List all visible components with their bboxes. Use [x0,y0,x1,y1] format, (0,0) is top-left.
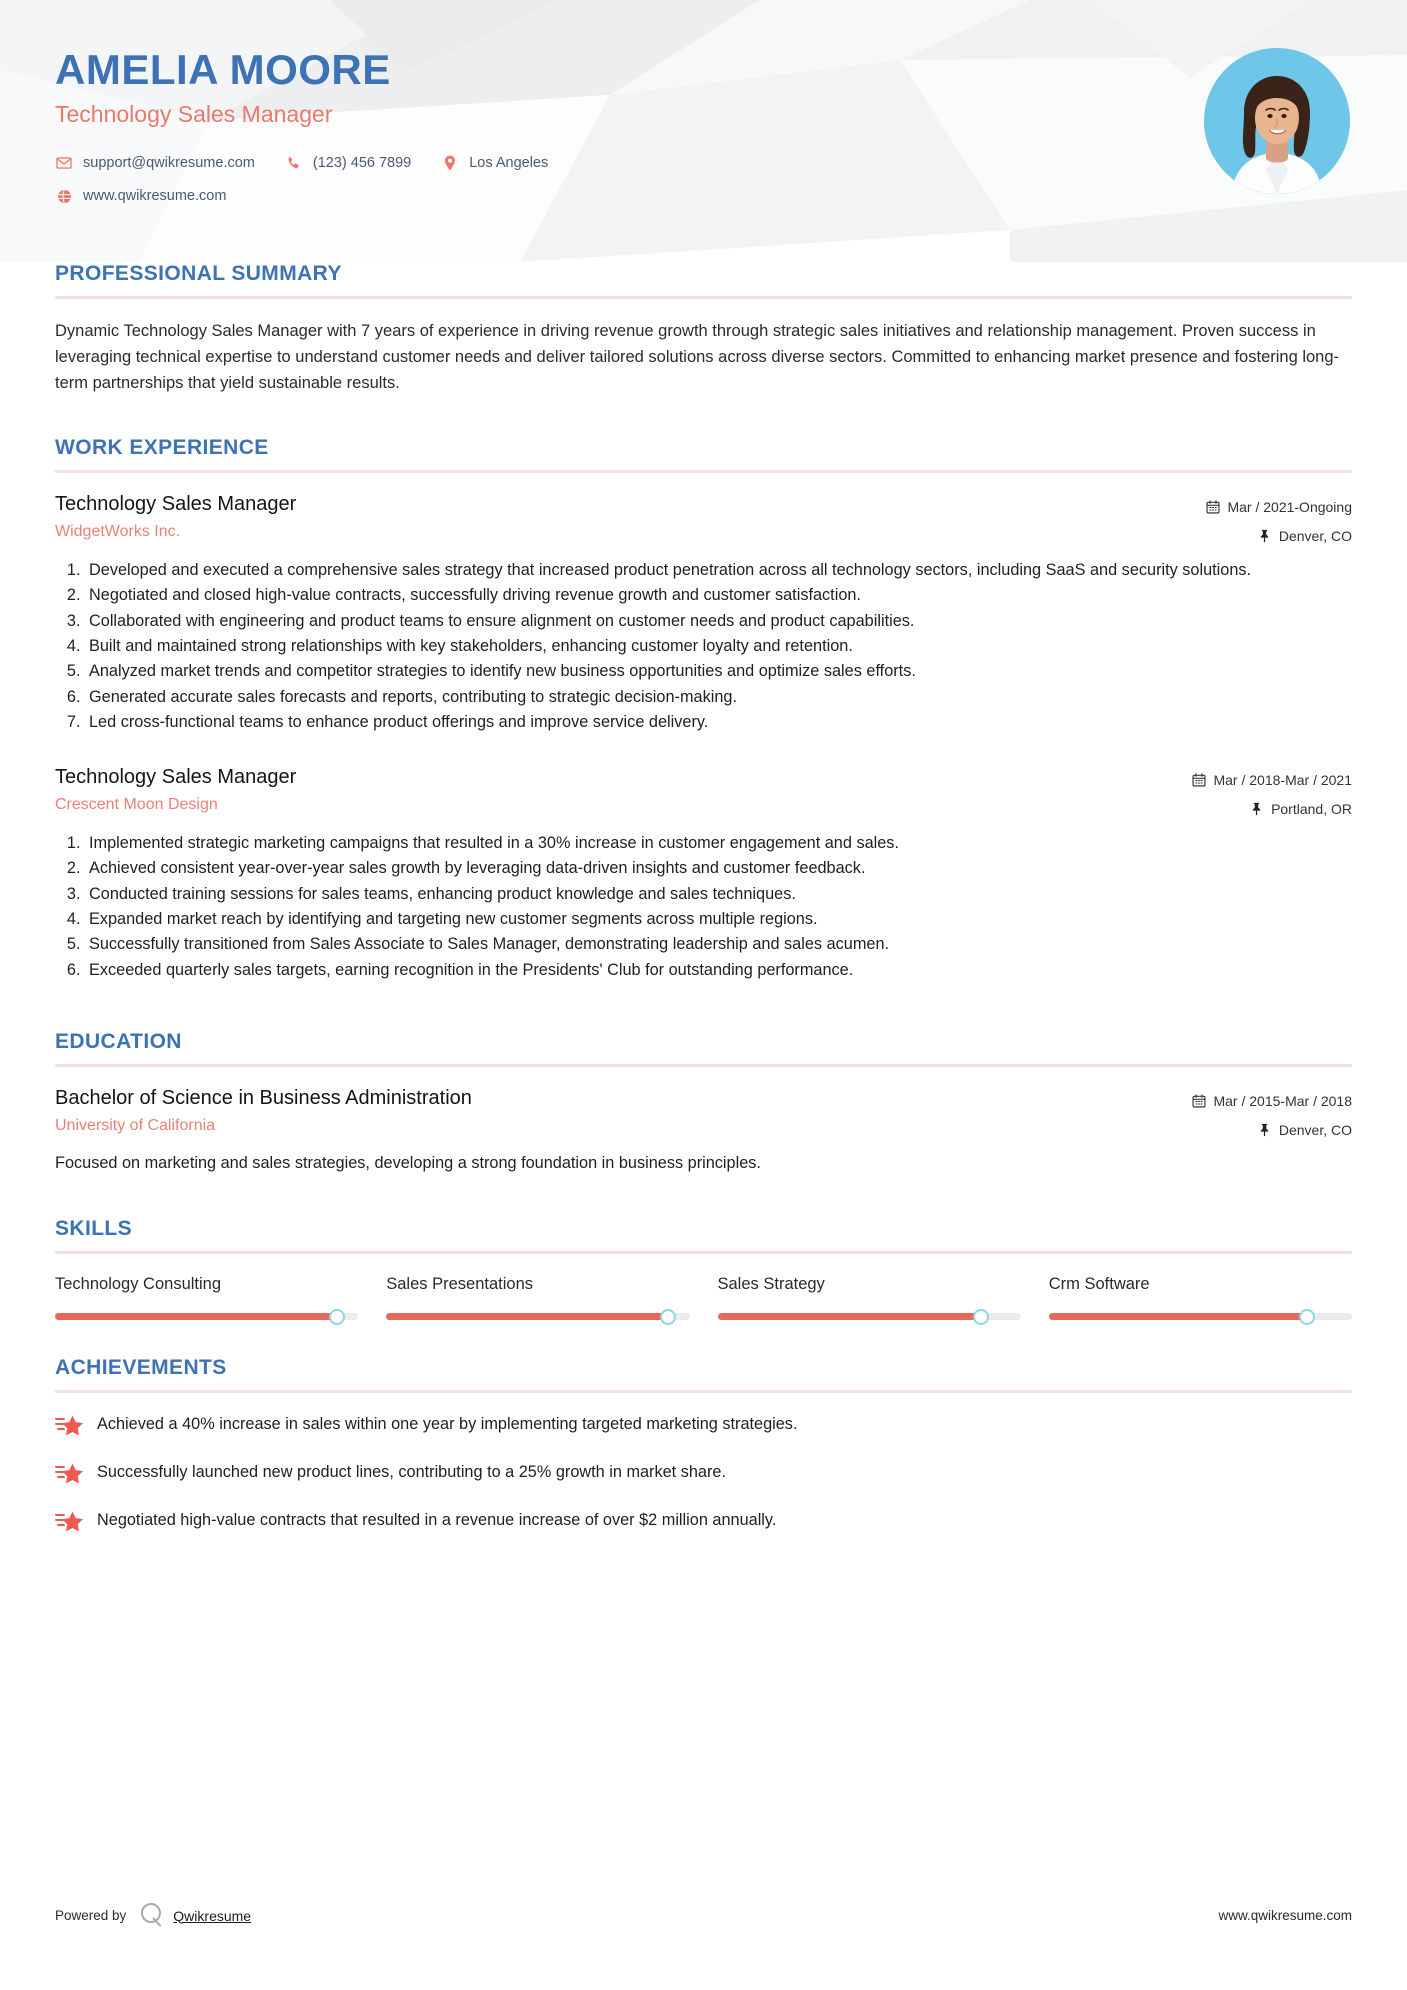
work-date-text: Mar / 2021-Ongoing [1227,499,1352,516]
section-professional-summary [55,262,1352,396]
work-bullet: 3. Collaborated with engineering and product teams to ensure alignment on customer needs and product capabilities. [85,609,1352,633]
work-date-line [1205,499,1352,515]
achievement-item [55,1413,1352,1438]
education-entry-meta [1191,1087,1352,1138]
qwikresume-logo-icon [140,1901,164,1930]
work-bullet: 6. Generated accurate sales forecasts and reports, contributing to strategic decision-making. [85,685,1352,709]
work-bullet: 3. Conducted training sessions for sales teams, enhancing product knowledge and sales techniques. [85,882,1352,906]
section-title-work: WORK EXPERIENCE [55,436,269,460]
work-bullet: 7. Led cross-functional teams to enhance product offerings and improve service delivery. [85,710,1352,734]
skill-progress-track[interactable] [718,1313,1021,1320]
map-pin-icon [441,154,459,172]
education-description: Focused on marketing and sales strategies, developing a strong foundation in business principles. [55,1153,761,1172]
achievement-item [55,1461,1352,1486]
work-company-name: Crescent Moon Design [55,796,218,814]
work-job-title: Technology Sales Manager [55,766,297,789]
skill-progress-knob[interactable] [660,1309,676,1325]
contact-email[interactable] [55,154,255,172]
section-divider [55,296,1352,299]
job-role-subtitle: Technology Sales Manager [55,101,333,128]
contact-website-text: www.qwikresume.com [83,188,227,205]
section-divider [55,470,1352,473]
calendar-icon [1191,773,1206,788]
skill-item [1049,1275,1352,1320]
section-title-achievements: ACHIEVEMENTS [55,1356,227,1380]
education-date-line [1191,1093,1352,1109]
section-divider [55,1390,1352,1393]
work-entry [55,493,1352,734]
work-bullet: 2. Negotiated and closed high-value contracts, successfully driving revenue growth and customer satisfaction. [85,583,1352,607]
skill-progress-track[interactable] [386,1313,689,1320]
skill-progress-fill [386,1313,668,1320]
section-achievements [55,1356,1352,1534]
work-location-line [1205,528,1352,544]
education-date-text: Mar / 2015-Mar / 2018 [1213,1092,1352,1109]
contact-email-text: support@qwikresume.com [83,155,255,172]
section-title-summary: PROFESSIONAL SUMMARY [55,262,342,285]
work-date-text: Mar / 2018-Mar / 2021 [1213,772,1352,789]
work-location-line [1191,801,1352,817]
pushpin-icon [1249,802,1264,817]
work-date-line [1191,772,1352,788]
pushpin-icon [1257,1122,1272,1137]
work-entry-header [55,766,1352,817]
work-bullet: 1. Implemented strategic marketing campaigns that resulted in a 30% increase in customer engagement and sales. [85,831,1352,855]
resume-header [0,0,1407,262]
work-company-name: WidgetWorks Inc. [55,523,181,541]
skill-progress-track[interactable] [1049,1313,1352,1320]
work-bullet-list [55,831,1352,982]
work-entry-meta [1191,766,1352,817]
work-bullet: 4. Built and maintained strong relationships with key stakeholders, enhancing customer loyalty and retention. [85,634,1352,658]
work-entry-left [55,493,1205,541]
work-bullet: 1. Developed and executed a comprehensive sales strategy that increased product penetration across all technology sectors, including SaaS and security solutions. [85,558,1352,582]
contact-phone-text: (123) 456 7899 [312,155,412,172]
achievement-item [55,1509,1352,1534]
section-divider [55,1064,1352,1067]
education-entry [55,1087,1352,1175]
phone-icon [285,154,303,172]
achievement-text: Achieved a 40% increase in sales within one year by implementing targeted marketing strategies. [97,1415,798,1434]
work-entry-left [55,766,1191,814]
section-title-skills: SKILLS [55,1217,133,1241]
section-skills [55,1217,1352,1320]
skill-item [386,1275,689,1320]
work-bullet: 2. Achieved consistent year-over-year sales growth by leveraging data-driven insights and customer feedback. [85,856,1352,880]
section-title-education: EDUCATION [55,1029,182,1053]
skill-progress-knob[interactable] [329,1309,345,1325]
skill-progress-fill [718,1313,982,1320]
work-entry-header [55,493,1352,544]
contact-location [441,154,548,172]
education-institution: University of California [55,1116,216,1134]
skill-progress-fill [55,1313,337,1320]
skill-label: Crm Software [1048,1275,1150,1294]
calendar-icon [1191,1093,1206,1108]
education-location-text: Denver, CO [1278,1121,1352,1138]
skill-item [55,1275,358,1320]
footer-brand-link[interactable]: Qwikresume [173,1907,252,1924]
contact-location-text: Los Angeles [469,155,549,172]
globe-icon [55,187,73,205]
achievements-list [55,1413,1352,1534]
page-title: AMELIA MOORE [55,46,391,93]
shooting-star-icon [55,1510,85,1534]
avatar-photo [1204,48,1350,194]
skill-label: Sales Presentations [386,1275,534,1294]
summary-text: Dynamic Technology Sales Manager with 7 years of experience in driving revenue growth through strategic sales initiatives and relationship management. Proven success in leveraging technical expertise to understand customer needs and deliver tailored solutions across diverse sectors. Committed to enhancing market presence and fostering long-term partnerships that yield sustainable results. [55,322,1340,393]
skill-progress-track[interactable] [55,1313,358,1320]
achievement-text: Successfully launched new product lines, contributing to a 25% growth in market share. [97,1463,726,1482]
skills-grid [55,1275,1352,1320]
section-divider [55,1251,1352,1254]
skill-item [718,1275,1021,1320]
skill-progress-fill [1049,1313,1307,1320]
calendar-icon [1205,500,1220,515]
skill-progress-knob[interactable] [973,1309,989,1325]
work-bullet: 5. Successfully transitioned from Sales Associate to Sales Manager, demonstrating leadership and sales acumen. [85,932,1352,956]
work-entry-meta [1205,493,1352,544]
page-footer [0,1901,1407,1930]
work-bullet: 5. Analyzed market trends and competitor strategies to identify new business opportunities and optimize sales efforts. [85,659,1352,683]
contact-website[interactable] [55,187,226,205]
section-education [55,1030,1352,1175]
work-job-title: Technology Sales Manager [55,493,297,516]
shooting-star-icon [55,1414,85,1438]
achievement-text: Negotiated high-value contracts that resulted in a revenue increase of over $2 million annually. [97,1511,777,1530]
contact-info [55,154,1407,205]
contact-row-secondary [55,187,1407,205]
work-bullet: 4. Expanded market reach by identifying and targeting new customer segments across multiple regions. [85,907,1352,931]
work-location-text: Portland, OR [1271,801,1352,818]
skill-progress-knob[interactable] [1299,1309,1315,1325]
work-location-text: Denver, CO [1278,528,1352,545]
work-bullet-list [55,558,1352,734]
work-bullet: 6. Exceeded quarterly sales targets, earning recognition in the Presidents' Club for outstanding performance. [85,958,1352,982]
footer-branding [55,1901,251,1930]
envelope-icon [55,154,73,172]
contact-row-primary [55,154,1407,172]
pushpin-icon [1257,529,1272,544]
contact-phone[interactable] [285,154,411,172]
footer-powered-by-label: Powered by [55,1908,127,1923]
education-location-line [1191,1122,1352,1138]
education-degree: Bachelor of Science in Business Administration [55,1086,472,1109]
work-entry [55,766,1352,982]
skill-label: Technology Consulting [55,1275,222,1294]
education-entry-left [55,1087,1191,1135]
shooting-star-icon [55,1462,85,1486]
resume-body [0,262,1407,1534]
skill-label: Sales Strategy [717,1275,825,1294]
avatar [1204,48,1350,194]
education-entry-header [55,1087,1352,1138]
section-work-experience [55,436,1352,982]
footer-url[interactable]: www.qwikresume.com [1218,1908,1352,1923]
